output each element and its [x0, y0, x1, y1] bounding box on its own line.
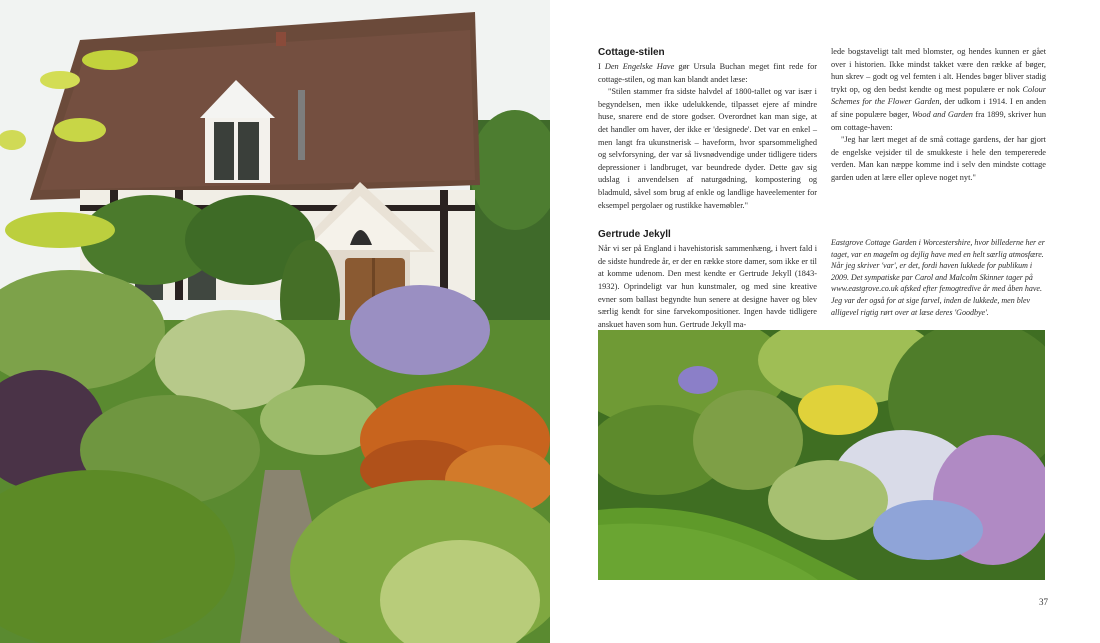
- book-title-den-engelske-have: Den Engelske Have: [604, 62, 675, 71]
- text-column-left: [598, 46, 817, 331]
- intro-text-cont: gør Ursula Buchan meget fint rede for cottage-stilen, og man kan blandt andet læse:: [598, 62, 817, 84]
- text-column-right: [831, 46, 1046, 185]
- jekyll-paragraph: Når vi ser på England i havehistorisk sammenhæng, i hvert fald i de sidste hundrede år, er der en række store damer, som ikke er til at komme udenom. Den mest kendte er Gertrude Jekyll (1843-1932). Oprindeligt var hun kunstmaler, og med sine kreative evner som ballast begyndte hun senere at designe haver og blev særlig kendt for sine farvekompositioner. Ingen havde tidligere anskuet haven som hun. Gertrude Jekyll ma-: [598, 244, 817, 329]
- buchan-quote: "Stilen stammer fra sidste halvdel af 1800-tallet og var især i begyndelsen, men ikke udelukkende, tilpasset ejere af mindre huse, snarere end de store godser. Overordnet kan man sige, at det handler om haver, der ikke er 'designede'. Det var en enkel – men langt fra ukunstnerisk – haveform, hvor sparsommelighed og selvforsyning, der var så livsnødvendige under tidligere tiders depressioner i landbruget, var beundrede dyder. Dette gav sig udslag i anvendelsen af naturgødning, kompostering og bladmuld, såvel som brug af enkle og landlige haveelementer for eksempel pergolaer og rustikke havemøbler.": [598, 87, 817, 210]
- photo-caption: Eastgrove Cottage Garden i Worcestershire, hvor billederne her er taget, var en magelm og dejlig have med en helt særlig atmosfære. Når jeg skriver 'var', er det, fordi haven lukkede for publikum i 2009. Det sympatiske par Carol and Malcolm Skinner tager på www.eastgrove.co.uk afsked efter femogtredive år med åben have. Jeg var der også for at sige farvel, inden de lukkede, men blev alligevel rigtig rørt over at læse deres 'Goodbye'.: [831, 238, 1045, 317]
- page-number: 37: [1039, 597, 1048, 607]
- jekyll-text-post: fra 1899, skriver hun om cottage-haven:: [831, 109, 1046, 132]
- garden-border-photo: [598, 330, 1045, 580]
- jekyll-text-mid: , der udkom i 1914. I en anden af sine populære bøger,: [831, 97, 1046, 119]
- intro-paragraph: [598, 61, 817, 86]
- book-title-wood-and-garden: Wood and Garden: [912, 109, 973, 119]
- book-page-right: [550, 0, 1100, 643]
- section-heading-cottage-style: Cottage-stilen: [598, 47, 665, 58]
- intro-text: I: [598, 62, 605, 71]
- jekyll-quote: "Jeg har lært meget af de små cottage gardens, der har gjort de engelske vejsider til de smukkeste i hele den tempererede verden. Man kan næppe komme ind i selv den mindste cottage garden uden at lære eller opleve noget nyt.": [831, 135, 1046, 182]
- jekyll-continued-paragraph: [831, 46, 1046, 134]
- book-title-colour-schemes: Colour Schemes for the Flower Garden: [831, 84, 1046, 107]
- jekyll-text: lede bogstaveligt talt med blomster, og hendes kunnen er gået over i historien. Ikke mindst takket være den række af bøger, hun skrev – godt og vel femten i alt. Hendes bøger bliver stadig trykt op, og den bedst kendte og mest populære er nok: [831, 47, 1046, 94]
- section-heading-gertrude-jekyll: Gertrude Jekyll: [598, 229, 671, 241]
